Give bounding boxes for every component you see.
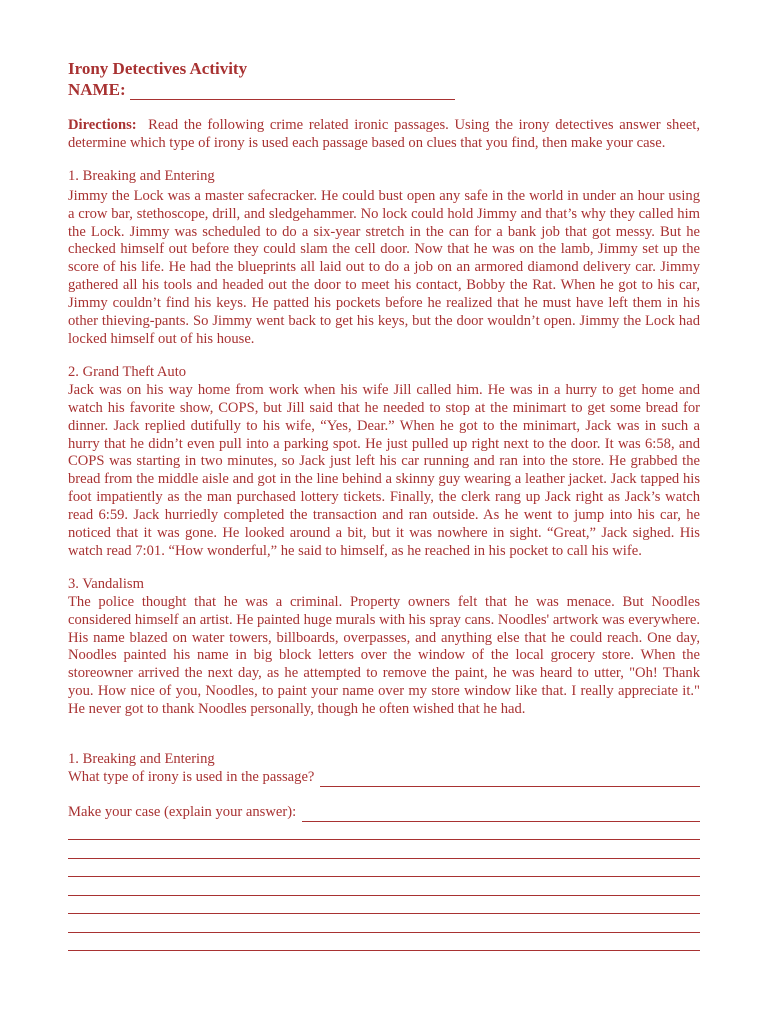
passage-1-heading: 1. Breaking and Entering — [68, 167, 215, 184]
make-case-row — [68, 804, 700, 822]
answer-line[interactable] — [68, 896, 700, 915]
name-blank-line[interactable] — [130, 83, 455, 100]
directions-text: Read the following crime related ironic passages. Using the irony detectives answer sheet, determine which type of irony is used each passage based on clues that you find, then make your case. — [68, 117, 700, 151]
answer-line[interactable] — [68, 933, 700, 952]
answer-line[interactable] — [68, 859, 700, 878]
passage-2-heading: 2. Grand Theft Auto — [68, 363, 187, 380]
answer-section — [68, 751, 700, 951]
irony-type-row — [68, 769, 700, 787]
answer-line[interactable] — [68, 840, 700, 859]
passage-3-text: The police thought that he was a criminal. Property owners felt that he was menace. But Noodles considered himself an artist. He painted huge murals with his spray cans. Noodles' artwork was everywhere. His name blazed on water towers, billboards, overpasses, and anything else that he could reach. One day, Noodles painted his name in big block letters over the window of the local grocery store. When the storeowner arrived the next day, as he attempted to remove the paint, he was heard to utter, "Oh! Thank you. How nice of you, Noodles, to paint your name over my store window like that. I really appreciate it." He never got to thank Noodles personally, though he often wished that he had. — [68, 593, 700, 718]
passage-2-text: Jack was on his way home from work when his wife Jill called him. He was in a hurry to get home and watch his favorite show, COPS, but Jill said that he needed to stop at the minimart to get some bread for dinner. Jack replied dutifully to his wife, “Yes, Dear.” When he got to the minimart, Jack was in such a hurry that he didn’t even pull into a parking spot. He just pulled up right next to the door. It was 6:58, and COPS was starting in two minutes, so Jack just left his car running and ran into the store. He grabbed the bread from the middle aisle and got in the line behind a skinny guy wearing a leather jacket. Jack tapped his foot impatiently as the man purchased lottery tickets. Finally, the clerk rang up Jack right as Jack’s watch read 6:59. Jack hurriedly completed the transaction and ran outside. As he went to jump into his car, he noticed that it was gone. He looked around a bit, but it was nowhere in sight. “Great,” Jack sighed. His watch read 7:01. “How wonderful,” he said to himself, as he reached in his pocket to call his wife. — [68, 381, 700, 559]
name-field-row — [68, 79, 700, 100]
make-case-label: Make your case (explain your answer): — [68, 803, 297, 820]
answer-heading: 1. Breaking and Entering — [68, 751, 215, 768]
name-label: NAME: — [68, 80, 126, 99]
make-case-blank[interactable] — [302, 808, 700, 822]
answer-line[interactable] — [68, 822, 700, 841]
worksheet-page — [68, 58, 700, 951]
irony-type-blank[interactable] — [320, 773, 700, 787]
answer-line[interactable] — [68, 877, 700, 896]
directions-label: Directions: — [68, 117, 137, 133]
worksheet-title: Irony Detectives Activity — [68, 59, 248, 78]
passage-3-heading: 3. Vandalism — [68, 575, 144, 592]
answer-line[interactable] — [68, 914, 700, 933]
directions-paragraph — [68, 117, 700, 153]
passage-1-text: Jimmy the Lock was a master safecracker. He could bust open any safe in the world in under an hour using a crow bar, stethoscope, drill, and sledgehammer. No lock could hold Jimmy and that’s why they called him the Lock. Jimmy was scheduled to do a six-year stretch in the can for a bank job that got messy. But he checked himself out before they could slam the cell door. Now that he was on the lamb, Jimmy set up the score of his life. He had the blueprints all laid out to do a job on an armored diamond delivery car. Jimmy gathered all his tools and headed out the door to meet his contact, Bobby the Rat. When he got to his car, Jimmy couldn’t find his keys. He patted his pockets before he realized that he must have left them in his other thieving-pants. So Jimmy went back to get his keys, but the door wouldn’t open. Jimmy the Lock had locked himself out of his house. — [68, 187, 700, 347]
irony-type-question: What type of irony is used in the passage? — [68, 769, 315, 785]
